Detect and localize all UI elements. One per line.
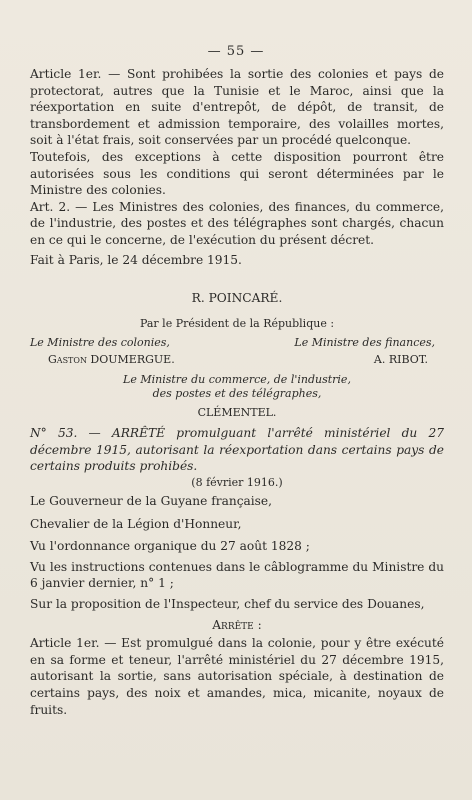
exception-paragraph: Toutefois, des exceptions à cette disposition pourront être autorisées sous les conditions qui seront déterminées par le Ministre des colonies.: [30, 149, 444, 198]
governor-line-2: Chevalier de la Légion d'Honneur,: [30, 516, 242, 531]
arrete-article-1: Article 1er. — Est promulgué dans la colonie, pour y être exécuté en sa forme et teneur, l'arrêté ministériel du 27 décembre 1915, autorisant la sortie, sans autorisation spéciale, à destination de certains pays, des noix et amandes, mica, micanite, noyaux de fruits.: [30, 636, 444, 717]
article-2-paragraph: Art. 2. — Les Ministres des colonies, des finances, du commerce, de l'industrie, des postes et des télégraphes sont chargés, chacun en ce qui le concerne, de l'exécution du présent décret.: [30, 199, 444, 247]
ministers-titles-row: [30, 335, 435, 352]
minister-finances-title: Le Ministre des finances,: [294, 336, 435, 349]
decree-text: [30, 66, 444, 268]
page-number: — 55 —: [207, 44, 265, 59]
par-president: Par le Président de la République :: [139, 317, 335, 330]
heading-date: (8 février 1916.): [191, 476, 283, 489]
vu-instructions: Vu les instructions contenues dans le câblogramme du Ministre du 6 janvier dernier, n° 1 ;: [30, 559, 444, 591]
ministers-names-row: [48, 352, 428, 369]
signer: R. POINCARÉ.: [191, 291, 283, 305]
date-line: Fait à Paris, le 24 décembre 1915.: [30, 252, 242, 267]
minister-finances-name: A. RIBOT.: [373, 353, 428, 366]
vu-ordonnance: Vu l'ordonnance organique du 27 août 1828 ;: [30, 539, 310, 554]
governor-line-1: Le Gouverneur de la Guyane française,: [30, 494, 273, 508]
commerce-title-2: des postes et des télégraphes,: [152, 387, 322, 400]
arrete-body: [30, 490, 444, 718]
commerce-title-1: Le Ministre du commerce, de l'industrie,: [123, 373, 351, 386]
arrete-label: Arrête :: [212, 617, 262, 632]
heading-text: N° 53. — ARRÊTÉ promulguant l'arrêté ministériel du 27 décembre 1915, autorisant la réexportation dans certains pays de certains produits prohibés.: [30, 426, 444, 474]
arrete-heading: [30, 425, 444, 475]
minister-colonies-name: Gaston DOUMERGUE.: [48, 353, 175, 366]
vu-proposition: Sur la proposition de l'Inspecteur, chef du service des Douanes,: [30, 596, 425, 611]
commerce-name: CLÉMENTEL.: [197, 406, 277, 419]
minister-colonies-title: Le Ministre des colonies,: [30, 336, 170, 349]
article-1-paragraph: Article 1er. — Sont prohibées la sortie des colonies et pays de protectorat, autres que la Tunisie et le Maroc, ainsi que la réexportation en suite d'entrepôt, de dépôt, de transit, de transbordement et admission temporaire, des volailles mortes, soit à l'état frais, soit conservées par un procédé quelconque.: [30, 67, 444, 148]
